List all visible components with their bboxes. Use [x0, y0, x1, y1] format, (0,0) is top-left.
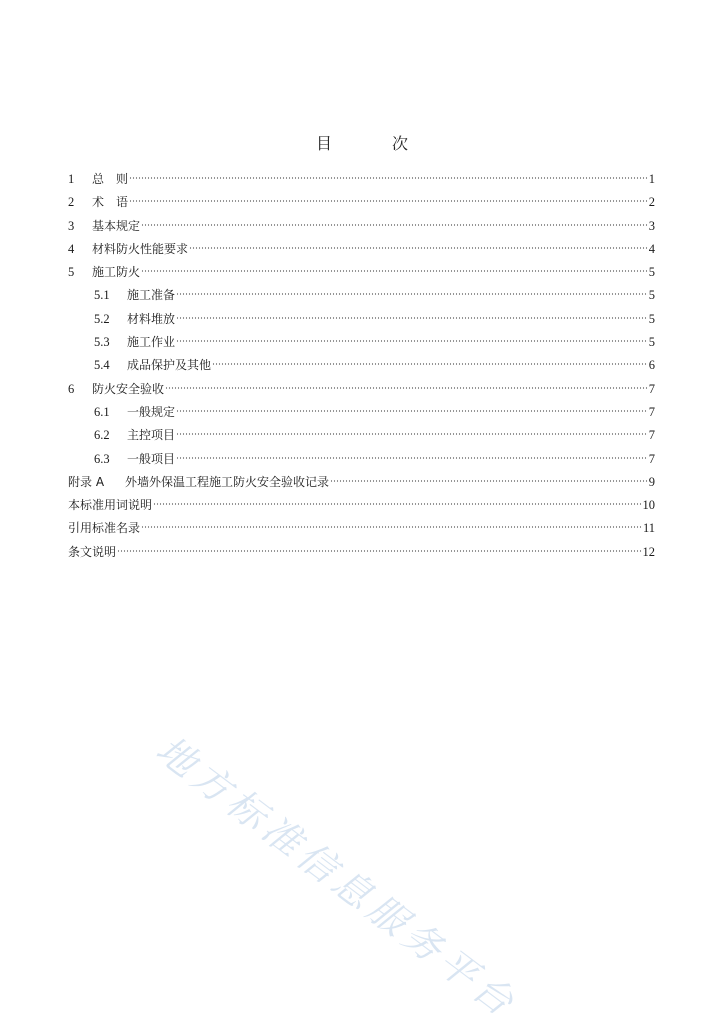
- toc-label: 一般项目: [127, 451, 176, 466]
- toc-page-number: 2: [648, 195, 655, 210]
- toc-entry-5-1[interactable]: [68, 284, 655, 307]
- toc-page-number: 9: [648, 474, 655, 489]
- dot-leader: [176, 432, 648, 436]
- toc-entry-5[interactable]: [68, 261, 655, 284]
- toc-entry-1[interactable]: [68, 168, 655, 191]
- toc-label: 外墙外保温工程施工防火安全验收记录: [125, 474, 330, 489]
- toc-page-number: 1: [648, 172, 655, 186]
- toc-label: 总 则: [92, 172, 129, 186]
- toc-page-number: 7: [648, 404, 655, 419]
- toc-entry-wording[interactable]: [68, 494, 655, 517]
- dot-leader: [176, 409, 648, 413]
- toc-page-number: 7: [648, 451, 655, 466]
- toc-entry-6[interactable]: [68, 378, 655, 401]
- toc-number: 附录 A: [68, 474, 105, 489]
- toc-page-number: 11: [642, 521, 655, 536]
- toc-entry-5-2[interactable]: [68, 308, 655, 331]
- toc-number: 6.1: [94, 404, 110, 419]
- dot-leader: [176, 456, 648, 460]
- toc-number: 5: [68, 265, 75, 280]
- toc-number: 5.3: [94, 335, 110, 350]
- toc-entry-3[interactable]: [68, 215, 655, 238]
- toc-label: 成品保护及其他: [127, 358, 212, 373]
- toc-label: 条文说明: [68, 544, 117, 559]
- toc-label: 本标准用词说明: [68, 498, 153, 513]
- dot-leader: [141, 223, 648, 227]
- toc-number: 1: [68, 172, 75, 186]
- toc-entry-2[interactable]: [68, 191, 655, 214]
- toc-entry-references[interactable]: [68, 517, 655, 540]
- page-title: 目 次: [315, 134, 430, 153]
- dot-leader: [189, 246, 648, 250]
- dot-leader: [165, 386, 648, 390]
- toc-page-number: 7: [648, 381, 655, 396]
- toc-entry-4[interactable]: [68, 238, 655, 261]
- toc-number: 6.3: [94, 451, 110, 466]
- toc-page-number: 5: [648, 265, 655, 280]
- toc-entry-6-2[interactable]: [68, 424, 655, 447]
- toc-label: 一般规定: [127, 404, 176, 419]
- toc-page-number: 6: [648, 358, 655, 373]
- toc-entry-5-4[interactable]: [68, 354, 655, 377]
- toc-label: 引用标准名录: [68, 521, 141, 536]
- toc-page-number: 5: [648, 311, 655, 326]
- dot-leader: [129, 199, 648, 203]
- toc-entry-6-1[interactable]: [68, 401, 655, 424]
- toc-number: 5.1: [94, 288, 110, 303]
- dot-leader: [176, 339, 648, 343]
- toc-label: 术 语: [92, 195, 129, 210]
- toc-page-number: 12: [642, 544, 655, 559]
- dot-leader: [212, 362, 648, 366]
- toc-page-number: 10: [642, 498, 655, 513]
- toc-page-number: 5: [648, 288, 655, 303]
- watermark-text: 地方标准信息服务平台: [148, 727, 526, 1028]
- dot-leader: [141, 269, 648, 273]
- toc-label: 材料防火性能要求: [92, 241, 189, 256]
- toc-label: 基本规定: [92, 218, 141, 233]
- dot-leader: [153, 502, 641, 506]
- toc-entry-appendix-a[interactable]: [68, 471, 655, 494]
- toc-label: 材料堆放: [127, 311, 176, 326]
- toc-number: 5.4: [94, 358, 110, 373]
- toc-number: 2: [68, 195, 75, 210]
- dot-leader: [176, 316, 648, 320]
- toc-entry-6-3[interactable]: [68, 448, 655, 471]
- toc-number: 3: [68, 218, 75, 233]
- toc-number: 6: [68, 381, 75, 396]
- toc-label: 施工作业: [127, 335, 176, 350]
- dot-leader: [117, 549, 641, 553]
- dot-leader: [330, 479, 648, 483]
- toc-page-number: 7: [648, 428, 655, 443]
- dot-leader: [141, 525, 642, 529]
- toc-number: 4: [68, 241, 75, 256]
- table-of-contents: [68, 168, 655, 564]
- toc-number: 5.2: [94, 311, 110, 326]
- toc-label: 施工准备: [127, 288, 176, 303]
- dot-leader: [129, 176, 648, 180]
- toc-label: 施工防火: [92, 265, 141, 280]
- toc-label: 防火安全验收: [92, 381, 165, 396]
- toc-entry-explanation[interactable]: [68, 541, 655, 564]
- toc-number: 6.2: [94, 428, 110, 443]
- toc-page-number: 4: [648, 241, 655, 256]
- dot-leader: [176, 292, 648, 296]
- toc-label: 主控项目: [127, 428, 176, 443]
- toc-page-number: 3: [648, 218, 655, 233]
- toc-entry-5-3[interactable]: [68, 331, 655, 354]
- toc-page-number: 5: [648, 335, 655, 350]
